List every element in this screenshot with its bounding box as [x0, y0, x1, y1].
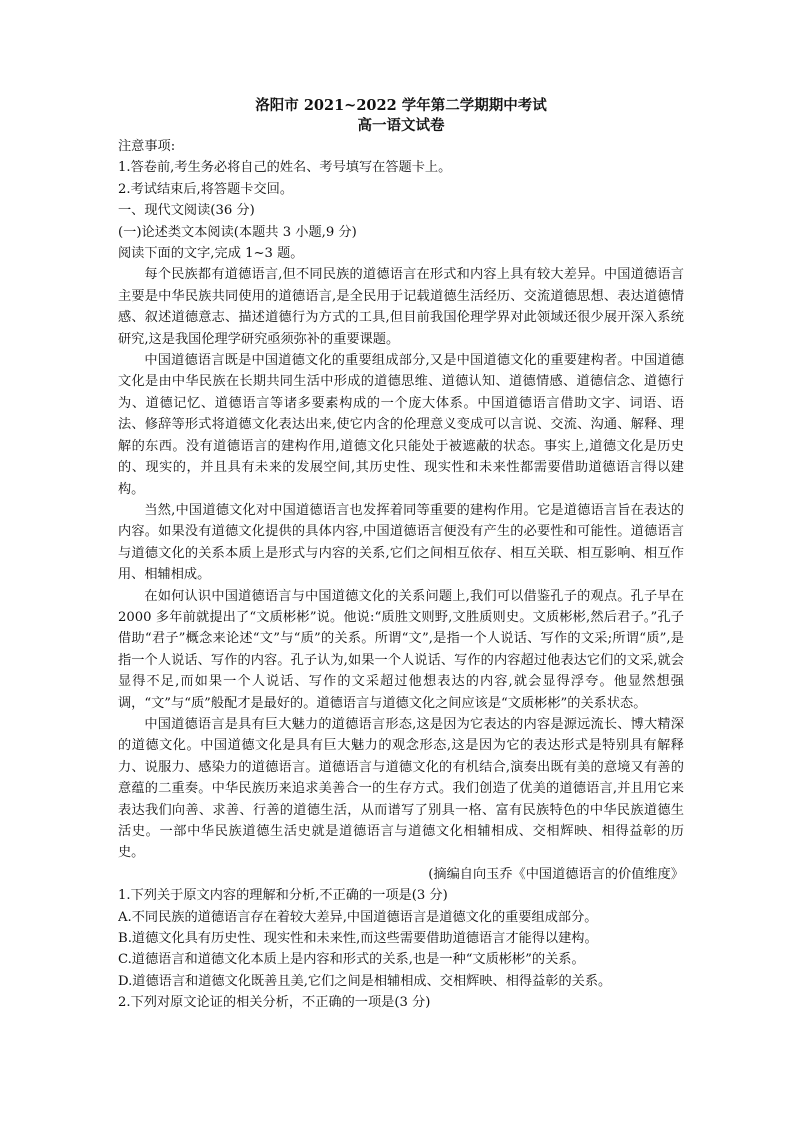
passage-paragraph: 中国道德语言既是中国道德文化的重要组成部分,又是中国道德文化的重要建构者。中国道德文化是由中华民族在长期共同生活中形成的道德思维、道德认知、道德情感、道德信念、道德行为、道德记忆、道德语言等诸多要素构成的一个庞大体系。中国道德语言借助文字、词语、语法、修辞等形式将道德文化表达出来,使它内含的伦理意义变成可以言说、交流、沟通、解释、理解的东西。没有道德语言的建构作用,道德文化只能处于被遮蔽的状态。事实上,道德文化是历史的、现实的，并且具有未来的发展空间,其历史性、现实性和未来性都需要借助道德语言得以建构。: [118, 353, 684, 497]
question-option-a: A.不同民族的道德语言存在着较大差异,中国道德语言是道德文化的重要组成部分。: [118, 909, 598, 925]
question-stem: 2.下列对原文论证的相关分析，不正确的一项是(3 分): [118, 995, 431, 1011]
section-title: 一、现代文阅读(36 分): [118, 203, 255, 219]
notice-heading: 注意事项:: [118, 139, 176, 154]
question-option-d: D.道德语言和道德文化既善且美,它们之间是相辅相成、交相辉映、相得益彰的关系。: [118, 973, 612, 989]
passage-paragraph: 当然,中国道德文化对中国道德语言也发挥着同等重要的建构作用。它是道德语言旨在表达的内容。如果没有道德文化提供的具体内容,中国道德语言便没有产生的必要性和可能性。道德语言与道德文化的关系本质上是形式与内容的关系,它们之间相互依存、相互关联、相互影响、相互作用、相辅相成。: [118, 502, 684, 583]
question-stem: 1.下列关于原文内容的理解和分析,不正确的一项是(3 分): [118, 888, 448, 904]
passage-source: (摘编自向玉乔《中国道德语言的价值维度》: [428, 866, 684, 882]
notice-item: 2.考试结束后,将答题卡交回。: [118, 181, 294, 197]
question-option-b: B.道德文化具有历史性、现实性和未来性,而这些需要借助道德语言才能得以建构。: [118, 931, 598, 947]
notice-item: 1.答卷前,考生务必将自己的姓名、考号填写在答题卡上。: [118, 160, 452, 176]
section-subtitle: (一)论述类文本阅读(本题共 3 小题,9 分): [118, 224, 357, 240]
reading-instruction: 阅读下面的文字,完成 1~3 题。: [118, 246, 304, 262]
passage-paragraph: 在如何认识中国道德语言与中国道德文化的关系问题上,我们可以借鉴孔子的观点。孔子早在 2000 多年前就提出了“文质彬彬”说。他说:“质胜文则野,文胜质则史。文质彬彬,然后君子。”孔子借助“君子”概念来论述“文”与“质”的关系。所谓“文”,是指一个人说话、写作的文采;所谓“质”,是指一个人说话、写作的内容。孔子认为,如果一个人说话、写作的内容超过他表达它们的文采,就会显得不足,而如果一个人说话、写作的文采超过他想表达的内容,就会显得浮夸。他显然想强调，“文”与“质”般配才是最好的。道德语言与道德文化之间应该是“文质彬彬”的关系状态。: [118, 588, 684, 711]
exam-subtitle: 高一语文试卷: [357, 117, 445, 134]
question-option-c: C.道德语言和道德文化本质上是内容和形式的关系,也是一种“文质彬彬”的关系。: [118, 952, 585, 968]
exam-title: 洛阳市 2021~2022 学年第二学期期中考试: [255, 97, 547, 114]
passage-paragraph: 每个民族都有道德语言,但不同民族的道德语言在形式和内容上具有较大差异。中国道德语言主要是中华民族共同使用的道德语言,是全民用于记载道德生活经历、交流道德思想、表达道德情感、叙述道德意志、描述道德行为方式的工具,但目前我国伦理学界对此领域还很少展开深入系统研究,这是我国伦理学研究亟须弥补的重要课题。: [118, 267, 684, 347]
passage-paragraph: 中国道德语言是具有巨大魅力的道德语言形态,这是因为它表达的内容是源远流长、博大精深的道德文化。中国道德文化是具有巨大魅力的观念形态,这是因为它的表达形式是特别具有解释力、说服力、感染力的道德语言。道德语言与道德文化的有机结合,演奏出既有美的意境又有善的意蕴的二重奏。中华民族历来追求美善合一的生存方式。我们创造了优美的道德语言,并且用它来表达我们向善、求善、行善的道德生活，从而谱写了别具一格、富有民族特色的中华民族道德生活史。一部中华民族道德生活史就是道德语言与道德文化相辅相成、交相辉映、相得益彰的历史。: [118, 716, 684, 861]
